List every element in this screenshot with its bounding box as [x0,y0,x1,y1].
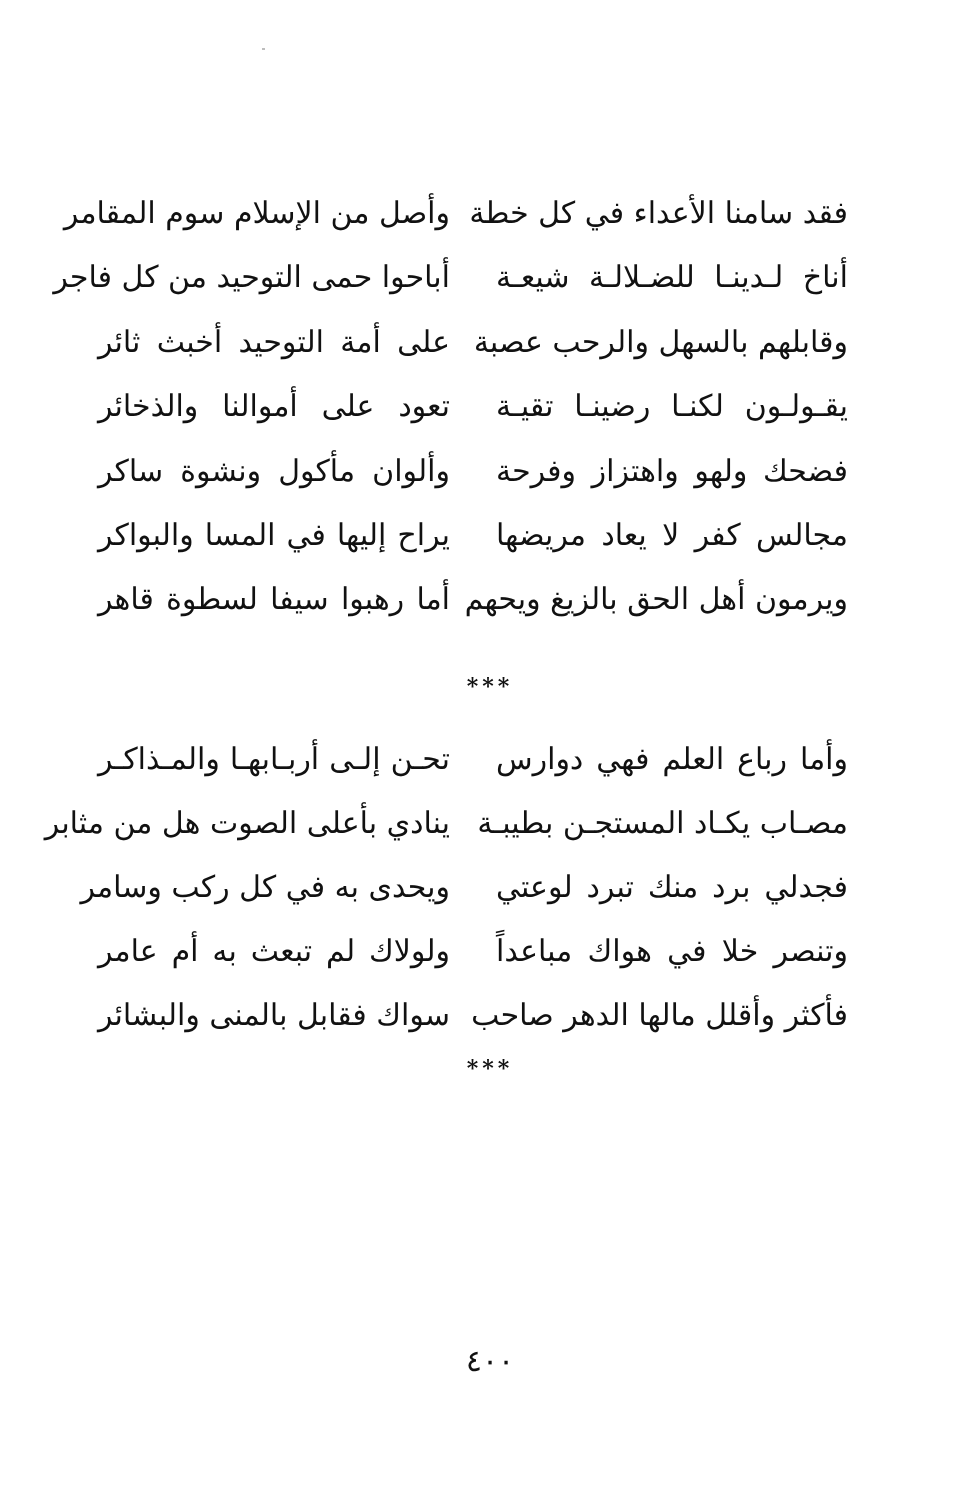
section-separator: *** [466,674,514,700]
second-hemistich: تعود على أموالنا والذخائر [98,389,450,424]
first-hemistich: ويرمون أهل الحق بالزيغ ويحهم [464,582,848,617]
first-hemistich: فقد سامنا الأعداء في كل خطة [469,196,848,231]
second-hemistich: يراح إليها في المسا والبواكر [98,518,450,553]
second-hemistich: ينادي بأعلى الصوت هل من مثابر [44,806,450,841]
verse-1 [0,184,980,244]
second-hemistich: ويحدى به في كل ركب وسامر [80,870,450,905]
first-hemistich: فجدلي برد منك تبرد لوعتي [496,870,848,905]
page-number: ٤٠٠ [465,1344,515,1379]
first-hemistich: وقابلهم بالسهل والرحب عصبة [473,325,848,360]
verse-5 [0,442,980,502]
verse-3 [0,858,980,918]
second-hemistich: أباحوا حمى التوحيد من كل فاجر [53,260,450,295]
first-hemistich: وأما رباع العلم فهي دوارس [496,742,848,777]
verse-1 [0,730,980,790]
second-hemistich: وأصل من الإسلام سوم المقامر [63,196,450,231]
first-hemistich: يقـولـون لكنـا رضينـا تقيـة [496,389,848,424]
section-separator: *** [466,1056,514,1082]
first-hemistich: فأكثر وأقلل مالها الدهر صاحب [471,998,848,1033]
first-hemistich: فضحك ولهو واهتزاز وفرحة [496,454,848,489]
second-hemistich: تحـن إلـى أربـابهـا والمـذاكـر [98,742,450,777]
verse-3 [0,313,980,373]
verse-2 [0,794,980,854]
verse-2 [0,248,980,308]
first-hemistich: وتنصر خلا في هواك مباعداً [496,934,848,969]
second-hemistich: سواك فقابل بالمنى والبشائر [98,998,450,1033]
second-hemistich: على أمة التوحيد أخبث ثائر [98,325,450,360]
first-hemistich: أناخ لـدينـا للضـلالـة شيعـة [496,260,848,295]
first-hemistich: مصـاب يكـاد المستجـن بطيبـة [477,806,848,841]
scan-speck [262,48,265,50]
second-hemistich: ولولاك لم تبعث به أم عامر [98,934,450,969]
verse-6 [0,506,980,566]
first-hemistich: مجالس كفر لا يعاد مريضها [496,518,848,553]
second-hemistich: وألوان مأكول ونشوة ساكر [98,454,450,489]
verse-7 [0,570,980,630]
verse-4 [0,922,980,982]
verse-4 [0,377,980,437]
verse-5 [0,986,980,1046]
second-hemistich: أما رهبوا سيفا لسطوة قاهر [98,582,450,617]
